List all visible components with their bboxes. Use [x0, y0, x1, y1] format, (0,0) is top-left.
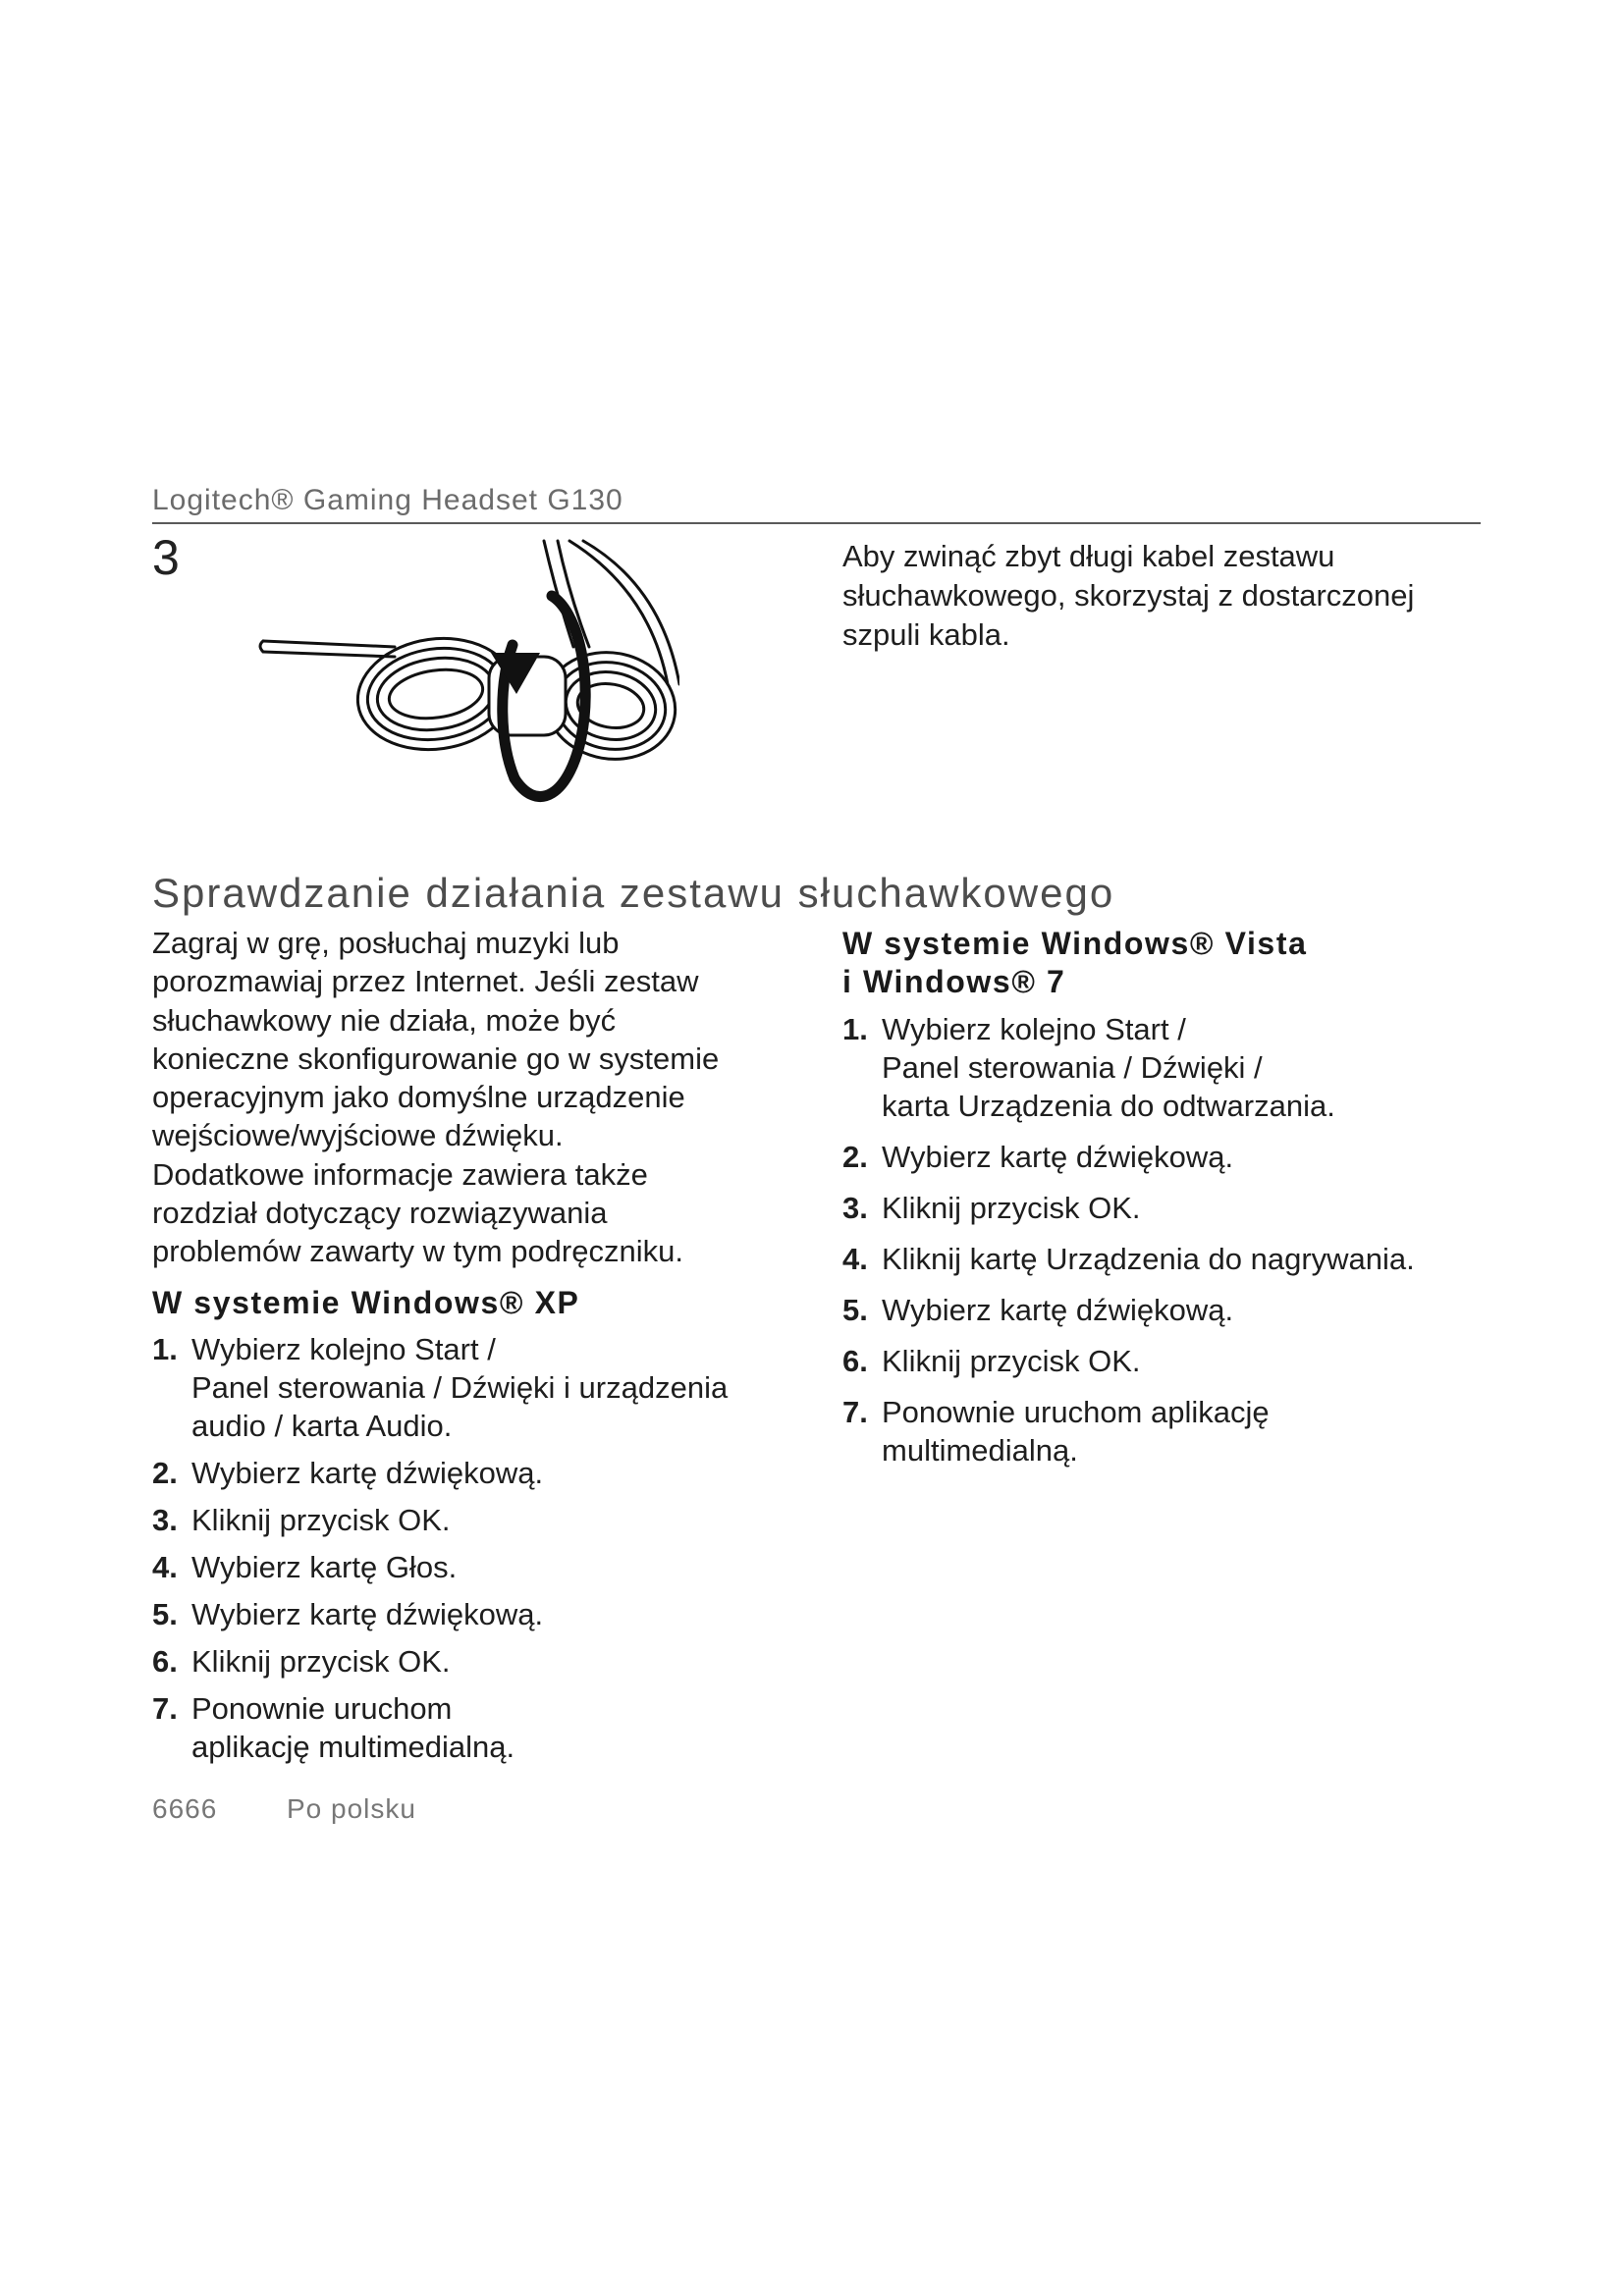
step-text: multimedialną. [882, 1433, 1078, 1468]
step-text: Wybierz kartę dźwiękową. [191, 1456, 544, 1490]
step-description-line: szpuli kabla. [842, 617, 1010, 652]
step-number: 3. [842, 1191, 868, 1225]
step-text: Wybierz kartę dźwiękową. [882, 1140, 1234, 1174]
intro-line: porozmawiaj przez Internet. Jeśli zestaw [152, 964, 699, 999]
intro-paragraph [152, 924, 719, 1271]
step-text: Kliknij przycisk OK. [191, 1644, 451, 1679]
vista-step-2 [842, 1138, 1415, 1176]
step-text: Wybierz kolejno Start / [191, 1332, 496, 1366]
step-description [842, 537, 1414, 655]
step-text: Ponownie uruchom [191, 1691, 453, 1726]
intro-line: konieczne skonfigurowanie go w systemie [152, 1041, 720, 1076]
step-number: 4. [152, 1550, 178, 1584]
document-header-title: Logitech® Gaming Headset G130 [152, 484, 623, 516]
intro-line: słuchawkowy nie działa, może być [152, 1002, 617, 1038]
step-number: 4. [842, 1242, 868, 1276]
xp-step-7 [152, 1689, 728, 1766]
vista-heading-line: i Windows® 7 [842, 964, 1066, 999]
vista-step-6 [842, 1342, 1415, 1380]
step-text: Wybierz kartę dźwiękową. [191, 1597, 544, 1631]
step-text: karta Urządzenia do odtwarzania. [882, 1089, 1335, 1123]
intro-line: problemów zawarty w tym podręczniku. [152, 1234, 683, 1269]
step-number: 1. [152, 1332, 178, 1366]
vista-heading-line: W systemie Windows® Vista [842, 926, 1308, 961]
intro-line: Dodatkowe informacje zawiera także [152, 1156, 648, 1192]
step-number: 7. [842, 1395, 868, 1429]
xp-steps-list [152, 1330, 728, 1775]
step-number: 3. [152, 1503, 178, 1537]
step-text: Kliknij kartę Urządzenia do nagrywania. [882, 1242, 1415, 1276]
vista-heading [842, 925, 1307, 1001]
step-text: Kliknij przycisk OK. [882, 1344, 1141, 1378]
section-title: Sprawdzanie działania zestawu słuchawkowego [152, 870, 1115, 916]
step-text: Kliknij przycisk OK. [191, 1503, 451, 1537]
step-number: 5. [152, 1597, 178, 1631]
xp-heading: W systemie Windows® XP [152, 1285, 580, 1320]
step-text: Panel sterowania / Dźwięki / [882, 1050, 1263, 1085]
step-number: 5. [842, 1293, 868, 1327]
step-text: Panel sterowania / Dźwięki i urządzenia [191, 1370, 729, 1405]
vista-steps-list [842, 1010, 1415, 1482]
footer-language: Po polsku [287, 1793, 416, 1824]
intro-line: operacyjnym jako domyślne urządzenie [152, 1080, 685, 1115]
step-number: 6. [152, 1644, 178, 1679]
step-number: 6. [842, 1344, 868, 1378]
xp-step-2 [152, 1454, 728, 1492]
step-text: audio / karta Audio. [191, 1409, 453, 1443]
page-number: 6666 [152, 1793, 218, 1824]
xp-step-5 [152, 1595, 728, 1633]
step-number: 1. [842, 1012, 868, 1046]
vista-step-3 [842, 1189, 1415, 1227]
step-text: aplikację multimedialną. [191, 1730, 515, 1764]
intro-line: Zagraj w grę, posłuchaj muzyki lub [152, 926, 620, 960]
step-text: Wybierz kartę dźwiękową. [882, 1293, 1234, 1327]
cable-tail [260, 641, 395, 657]
xp-step-1 [152, 1330, 728, 1445]
step-number: 3 [152, 530, 180, 585]
step-text: Wybierz kolejno Start / [882, 1012, 1186, 1046]
intro-line: rozdział dotyczący rozwiązywania [152, 1196, 608, 1231]
vista-step-7 [842, 1393, 1415, 1469]
header-divider [152, 522, 1481, 524]
step-text: Kliknij przycisk OK. [882, 1191, 1141, 1225]
vista-step-1 [842, 1010, 1415, 1125]
vista-step-4 [842, 1240, 1415, 1278]
step-description-line: Aby zwinąć zbyt długi kabel zestawu [842, 539, 1335, 573]
xp-step-4 [152, 1548, 728, 1586]
step-number: 7. [152, 1691, 178, 1726]
cable-spool-illustration [257, 537, 679, 817]
xp-step-3 [152, 1501, 728, 1539]
step-number: 2. [842, 1140, 868, 1174]
intro-line: wejściowe/wyjściowe dźwięku. [152, 1118, 564, 1153]
step-number: 2. [152, 1456, 178, 1490]
step-text: Ponownie uruchom aplikację [882, 1395, 1270, 1429]
step-description-line: słuchawkowego, skorzystaj z dostarczonej [842, 578, 1415, 613]
xp-step-6 [152, 1642, 728, 1681]
vista-step-5 [842, 1291, 1415, 1329]
step-text: Wybierz kartę Głos. [191, 1550, 458, 1584]
